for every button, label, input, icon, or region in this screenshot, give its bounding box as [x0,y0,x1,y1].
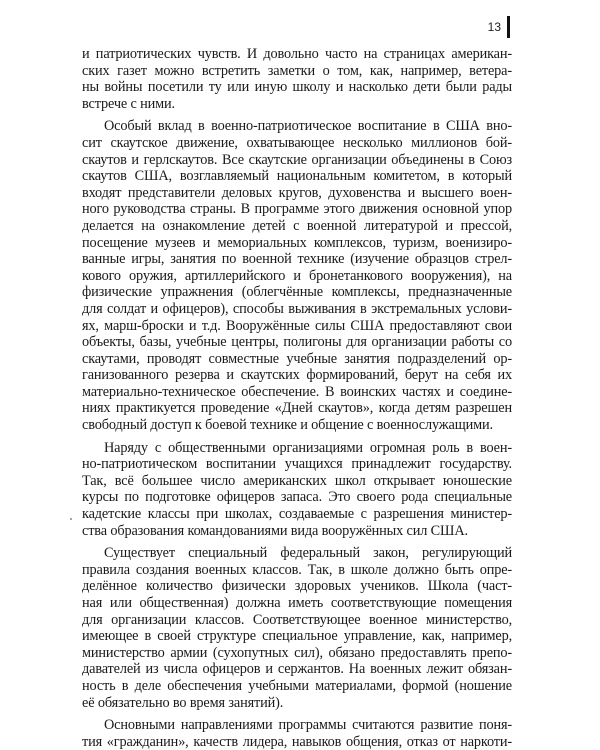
text-line: Особый вклад в военно-патриотическое воспитание в США вно- [104,118,512,135]
text-line: давателей из числа офицеров и сержантов. На военных лежит обязан- [82,661,512,678]
text-line: для организации классов. Соответствующее военное министерство, [82,611,512,628]
text-line: физические упражнения (облегчённые комплексы, предназначенные [82,284,512,301]
paragraph [82,717,512,750]
text-line: скаутов США, возглавляемый национальным комитетом, в который [82,168,512,185]
page-edge-bar [507,16,510,38]
text-line: ного руководства страны. В программе этого движения основной упор [82,201,512,218]
text-line: но-патриотическом воспитании учащихся принадлежит государству. [82,456,512,473]
page-header [488,16,510,38]
text-line: скаутами, проводят совместные учебные занятия подразделений ор- [82,350,512,367]
text-line: ванные игры, занятия по военной технике (изучение образцов стрел- [82,251,512,268]
text-line: Существует специальный федеральный закон, регулирующий [104,545,512,562]
text-line: Так, всё большее число американских школ открывает юношеские [82,472,512,489]
text-line: для солдат и офицеров), способы выживания в экстремальных услови- [82,300,512,317]
paragraph [82,46,512,112]
text-line: делается на ознакомление детей с военной литературой и прессой, [82,217,512,234]
text-line: свободный доступ к боевой технике и общение с военнослужащими. [82,417,493,434]
text-line: имеющее в своей структуре специальное управление, как, например, [82,628,512,645]
text-line: кадетские классы при школах, создаваемые с разрешения министер- [82,506,512,523]
text-line: ность в деле обеспечения учебными материалами, формой (ношение [82,677,512,694]
paragraph [82,545,512,711]
text-line: ства образования командованиями вида вооружённых сил США. [82,522,468,539]
text-line: ная или общественная) должна иметь соответствующие помещения [82,595,512,611]
text-line: ны войны посетили ту или иную школу и насколько дети были рады [82,79,512,96]
text-line: правила создания военных классов. Так, в школе должно быть опре- [82,561,512,578]
speck-mark [70,518,72,520]
text-line: министерство армии (сухопутных сил), обязано предоставлять препо- [82,644,512,661]
text-line: ских газет можно встретить заметки о том, как, например, ветера- [82,62,512,79]
text-line: скаутов и герлскаутов. Все скаутские организации объединены в Союз [82,151,512,168]
text-line: ганизованного резерва и скаутских формирований, берут на себя их [82,367,512,384]
text-line: встрече с ними. [82,95,175,112]
text-line: Основными направлениями программы считаются развитие поня- [104,717,512,734]
text-line: ях, марш-броски и т.д. Вооружённые силы США предоставляют свои [82,317,512,334]
text-line: курсы по подготовке офицеров запаса. Это своего рода специальные [82,489,512,506]
text-line: посещение музеев и мемориальных комплексов, туризм, военизиро- [82,234,512,251]
page-number: 13 [487,20,501,34]
text-line: тия «гражданин», качеств лидера, навыков общения, отказ от наркоти- [82,733,512,750]
body-text [82,46,512,750]
text-line: сит скаутское движение, охватывающее несколько миллионов бой- [82,134,512,151]
text-line: и патриотических чувств. И довольно часто на страницах американ- [82,46,512,62]
paragraph [82,118,512,433]
text-line: материально-техническое обеспечение. В воинских частях и соедине- [82,383,512,400]
text-line: входят представители деловых кругов, духовенства и высшего воен- [82,184,512,201]
paragraph [82,440,512,540]
text-line: ниях практикуется проведение «Дней скаутов», когда детям разрешен [82,400,512,417]
text-line: её обязательно во время занятий). [82,694,284,711]
text-line: объекты, базы, учебные центры, полигоны для организации работы со [82,334,512,351]
text-line: кового оружия, артиллерийского и бронетанкового вооружения), на [82,267,512,284]
text-line: Наряду с общественными организациями огромная роль в воен- [104,439,512,456]
text-line: делённое количество физически здоровых учеников. Школа (част- [82,578,512,595]
